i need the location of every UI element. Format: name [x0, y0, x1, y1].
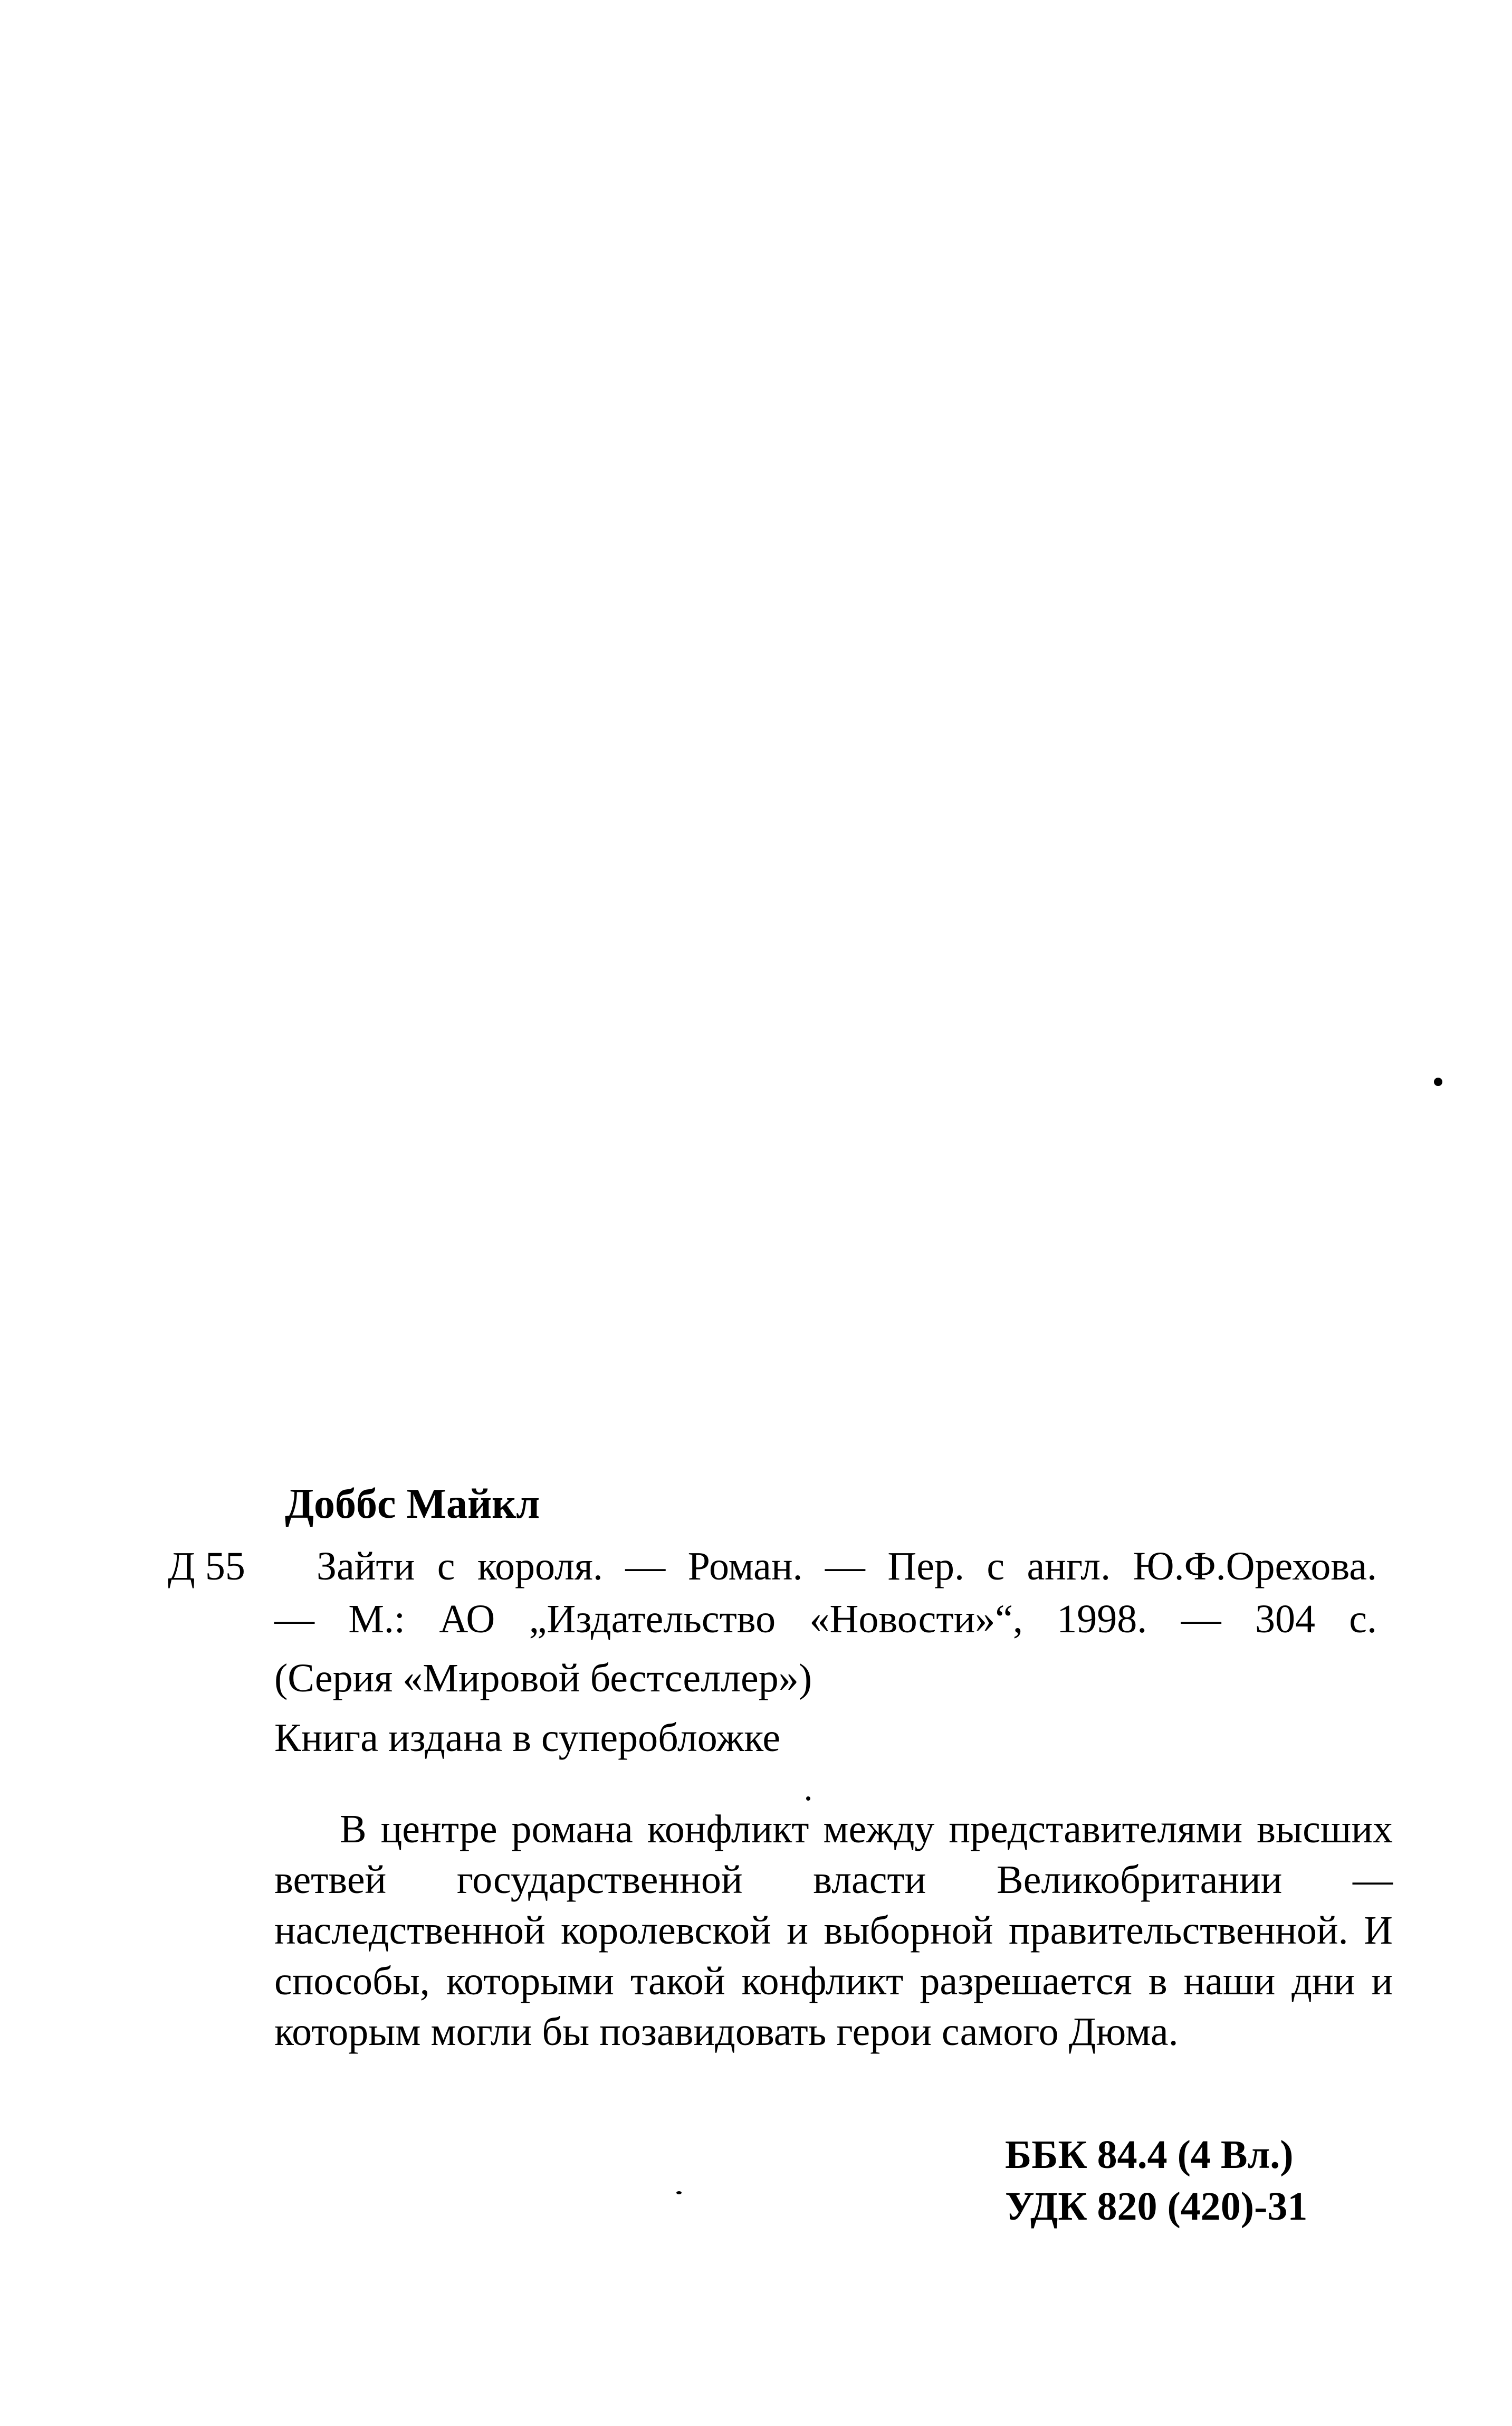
- author-name: Доббс Майкл: [285, 1481, 540, 1527]
- library-index: Д 55: [168, 1544, 245, 1588]
- title-line: Зайти с короля. — Роман. — Пер. с англ. Ю.Ф.Орехова.: [317, 1544, 1377, 1588]
- udk-code: УДК 820 (420)-31: [1005, 2184, 1308, 2229]
- annotation-text: В центре романа конфликт между представителями высших ветвей государственной власти Великобритании — наследственной королевской и выборной правительственной. И способы, которыми такой конфликт разрешается в наши дни и которым могли бы позавидовать герои самого Дюма.: [274, 1807, 1393, 2054]
- bbk-code: ББК 84.4 (4 Вл.): [1005, 2133, 1294, 2177]
- scan-speck: [676, 2191, 682, 2194]
- scan-speck: [806, 1796, 810, 1801]
- publisher-line: — М.: АО „Издательство «Новости»“, 1998. — 304 с.: [274, 1597, 1377, 1641]
- series-note: (Серия «Мировой бестселлер»): [274, 1656, 812, 1700]
- annotation: [274, 1804, 1393, 2057]
- scan-speck: [1434, 1078, 1442, 1086]
- cover-note: Книга издана в суперобложке: [274, 1716, 781, 1760]
